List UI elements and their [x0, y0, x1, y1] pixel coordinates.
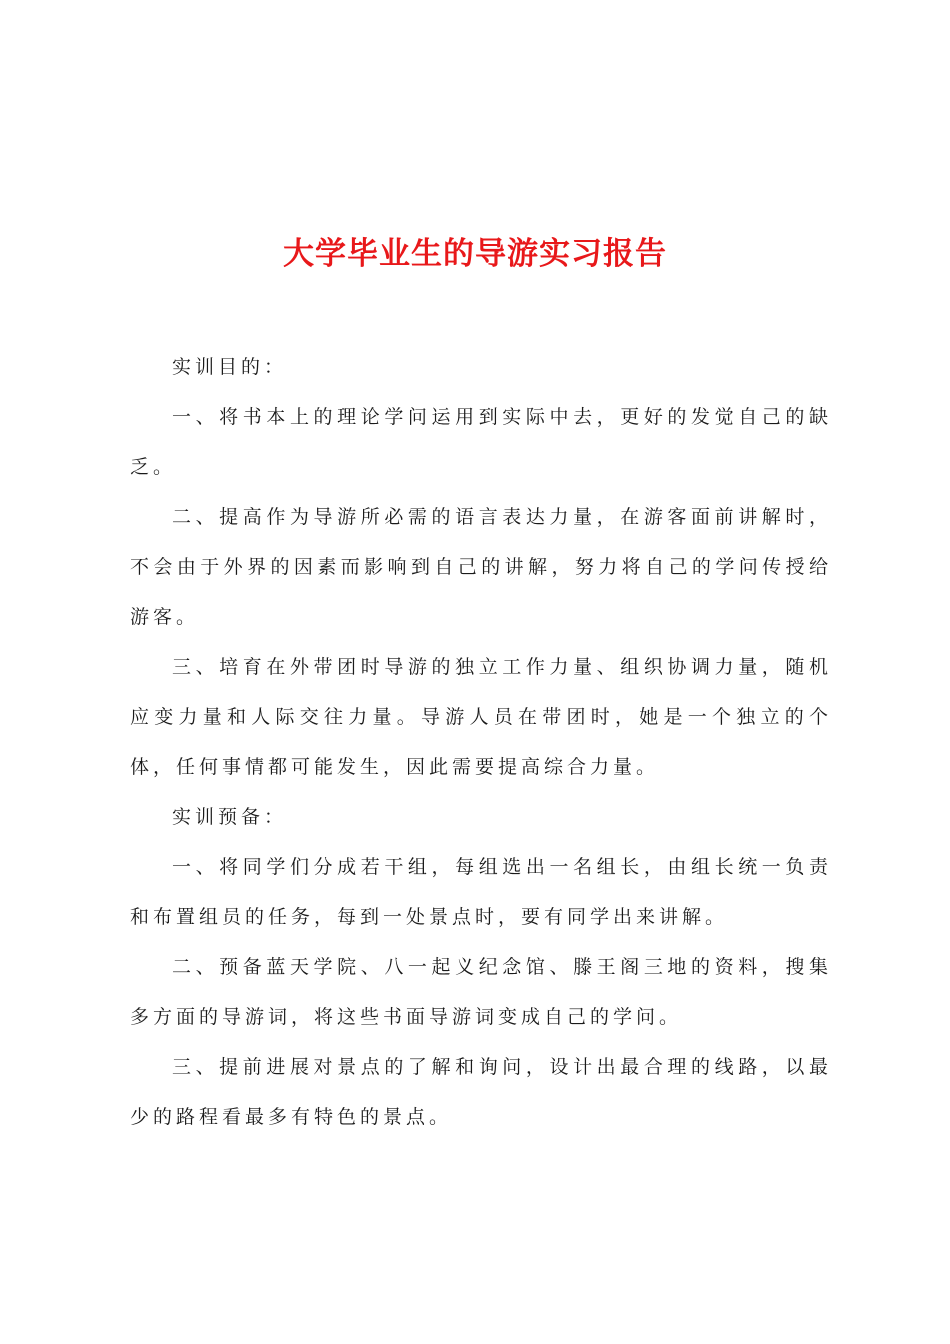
section-heading-training-purpose: 实训目的： [172, 356, 288, 378]
preparation-item-3: 三、提前进展对景点的了解和询问，设计出最合理的线路，以最少的路程看最多有特色的景点。 [130, 1056, 832, 1128]
purpose-item-1: 一、将书本上的理论学问运用到实际中去，更好的发觉自己的缺乏。 [130, 406, 832, 478]
section-heading-training-preparation: 实训预备： [172, 806, 288, 828]
document-title: 大学毕业生的导游实习报告 [283, 235, 667, 272]
preparation-item-2: 二、预备蓝天学院、八一起义纪念馆、滕王阁三地的资料，搜集多方面的导游词，将这些书面导游词变成自己的学问。 [130, 956, 832, 1028]
document-body [130, 342, 832, 1142]
preparation-item-1: 一、将同学们分成若干组，每组选出一名组长，由组长统一负责和布置组员的任务，每到一处景点时，要有同学出来讲解。 [130, 856, 832, 928]
purpose-item-3: 三、培育在外带团时导游的独立工作力量、组织协调力量，随机应变力量和人际交往力量。导游人员在带团时，她是一个独立的个体，任何事情都可能发生，因此需要提高综合力量。 [130, 656, 832, 778]
purpose-item-2: 二、提高作为导游所必需的语言表达力量，在游客面前讲解时，不会由于外界的因素而影响到自己的讲解，努力将自己的学问传授给游客。 [130, 506, 832, 628]
